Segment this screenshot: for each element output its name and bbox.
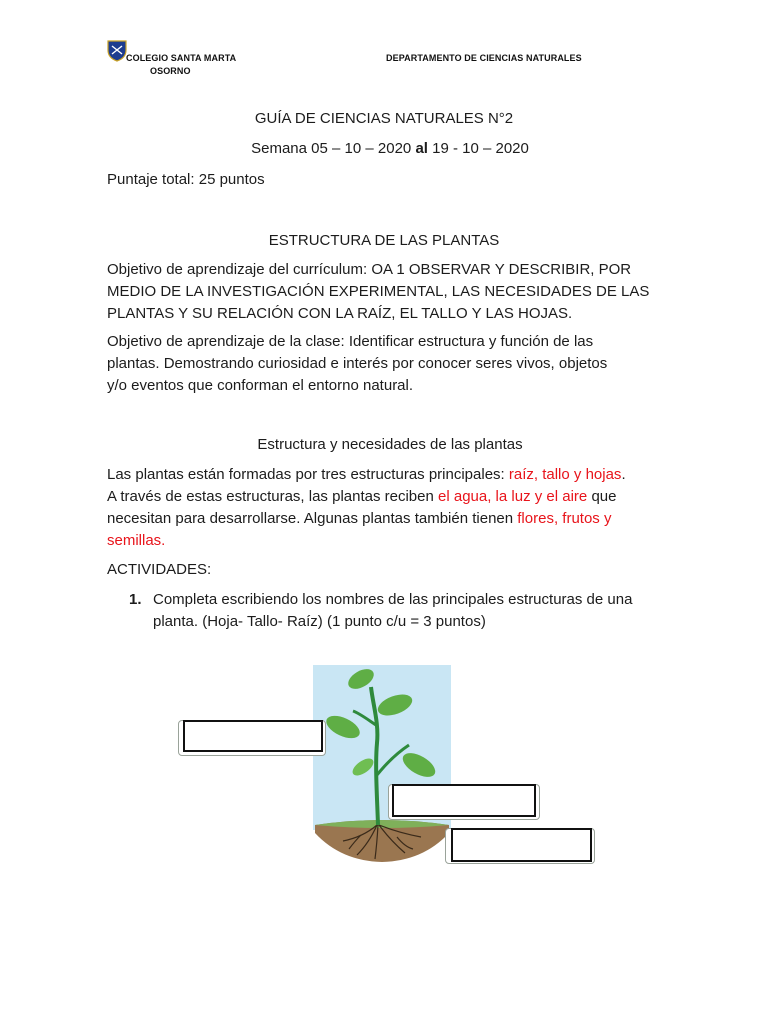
objective-curriculum-text1: OA 1 OBSERVAR Y DESCRIBIR, POR [371,261,632,278]
shield-icon [107,40,127,62]
week-start: 05 – 10 – 2020 [311,140,412,157]
objective-class-label: Objetivo de aprendizaje de la clase: [107,333,345,350]
highlight-needs: el agua, la luz y el aire [438,488,588,505]
paragraph-text: que [587,488,617,505]
week-end: 19 - 10 – 2020 [432,140,529,157]
activity-1-instruction [153,589,713,633]
plant-illustration [313,665,451,863]
highlight-structures: raíz, tallo y hojas [508,466,622,483]
page-title: GUÍA DE CIENCIAS NATURALES N°2 [254,110,514,127]
score-label: Puntaje total: [107,171,195,188]
activities-label: ACTIVIDADES: [107,561,212,578]
label-blank-leaf[interactable] [183,720,323,752]
highlight-parts: flores, frutos y [517,510,612,527]
paragraph-text: necesitan para desarrollarse. Algunas plantas también tienen [107,510,518,527]
objective-curriculum-line3: PLANTAS Y SU RELACIÓN CON LA RAÍZ, EL TALLO Y LAS HOJAS. [107,305,573,322]
objective-class-text1: Identificar estructura y función de las [348,333,594,350]
score-line [107,169,265,191]
section-title: ESTRUCTURA DE LAS PLANTAS [268,232,500,249]
paragraph-line2 [107,486,717,508]
department-name: DEPARTAMENTO DE CIENCIAS NATURALES [386,53,582,63]
objective-class-line3: y/o eventos que conforman el entorno natural. [107,377,414,394]
subheading: Estructura y necesidades de las plantas [257,436,523,453]
objective-curriculum-line1 [107,259,707,281]
score-value: 25 puntos [198,171,265,188]
paragraph-text: Las plantas están formadas por tres estructuras principales: [107,466,509,483]
objective-curriculum-line2: MEDIO DE LA INVESTIGACIÓN EXPERIMENTAL, LAS NECESIDADES DE LAS [107,283,650,300]
paragraph-text: A través de estas estructuras, las plantas reciben [107,488,439,505]
objective-class-line2: plantas. Demostrando curiosidad e interés por conocer seres vivos, objetos [107,355,608,372]
activity-1-number: 1. [129,591,142,608]
paragraph-line1 [107,464,717,486]
paragraph-line4 [107,530,717,552]
plant-drawing [313,665,451,863]
objective-class-line1 [107,331,707,353]
intro-paragraph [107,464,717,552]
school-name: COLEGIO SANTA MARTA [126,53,237,63]
week-connector: al [415,140,428,157]
school-logo [107,40,127,62]
paragraph-line3 [107,508,717,530]
objective-curriculum [107,259,707,325]
activity-1-line2: planta. (Hoja- Tallo- Raíz) (1 punto c/u = 3 puntos) [153,613,486,630]
activity-1-line1: Completa escribiendo los nombres de las principales estructuras de una [153,591,633,608]
highlight-seeds: semillas. [107,532,166,549]
label-blank-stem[interactable] [392,784,536,817]
week-label: Semana [251,140,307,157]
paragraph-text: . [621,466,626,483]
week-line [6,138,768,160]
school-city: OSORNO [150,66,191,76]
objective-curriculum-label: Objetivo de aprendizaje del currículum: [107,261,368,278]
label-blank-root[interactable] [451,828,592,862]
objective-class [107,331,707,397]
